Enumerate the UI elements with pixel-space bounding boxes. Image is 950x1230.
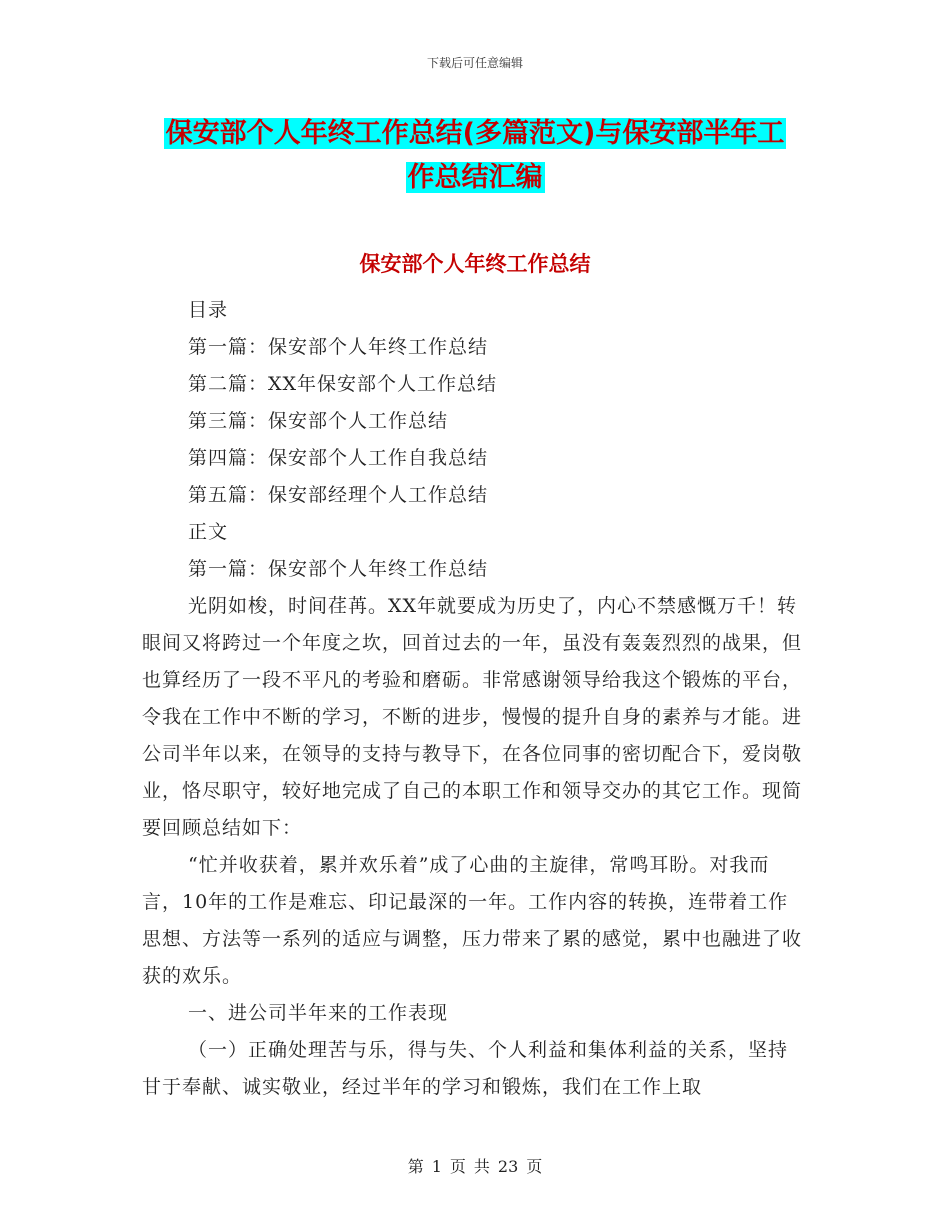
footer-page-word: 页 [449,1157,466,1176]
body-heading: 正文 [188,521,229,543]
body-paragraph: （一）正确处理苦与乐，得与失、个人利益和集体利益的关系，坚持甘于奉献、诚实敬业，经过半年的学习和锻炼，我们在工作上取 [142,1039,789,1098]
toc-item: 第一篇：保安部个人年终工作总结 [188,336,489,358]
document-title-line2: 作总结汇编 [407,162,543,193]
footer-total-word: 共 [473,1157,490,1176]
body-paragraph: “忙并收获着，累并欢乐着”成了心曲的主旋律，常鸣耳盼。对我而言，10年的工作是难忘、印记最深的一年。工作内容的转换，连带着工作思想、方法等一系列的适应与调整，压力带来了累的感觉，累中也融进了收获的欢乐。 [142,854,803,987]
section-heading: 一、进公司半年来的工作表现 [188,1002,449,1024]
toc-item: 第四篇：保安部个人工作自我总结 [188,447,489,469]
header-note: 下载后可任意编辑 [426,56,523,70]
body-paragraph: 光阴如梭，时间荏苒。XX年就要成为历史了，内心不禁感慨万千！转眼间又将跨过一个年度之坎，回首过去的一年，虽没有轰轰烈烈的战果，但也算经历了一段不平凡的考验和磨砺。非常感谢领导给我这个锻炼的平台，令我在工作中不断的学习，不断的进步，慢慢的提升自身的素养与才能。进公司半年以来，在领导的支持与教导下，在各位同事的密切配合下，爱岗敬业，恪尽职守，较好地完成了自己的本职工作和领导交办的其它工作。现简要回顾总结如下： [142,595,803,839]
document-body [142,292,802,1106]
footer-suffix: 页 [526,1157,543,1176]
document-title-line1: 保安部个人年终工作总结(多篇范文)与保安部半年工 [165,118,785,149]
page-footer [0,1154,950,1177]
toc-item: 第二篇：XX年保安部个人工作总结 [188,373,498,395]
footer-prefix: 第 [407,1157,424,1176]
total-pages: 23 [497,1157,519,1176]
document-title [0,112,950,200]
page-number: 1 [431,1157,442,1176]
section-title: 保安部个人年终工作总结 [359,252,591,276]
toc-item: 第三篇：保安部个人工作总结 [188,410,449,432]
toc-item: 第五篇：保安部经理个人工作总结 [188,484,489,506]
toc-heading: 目录 [188,299,229,321]
chapter-heading: 第一篇：保安部个人年终工作总结 [188,558,489,580]
